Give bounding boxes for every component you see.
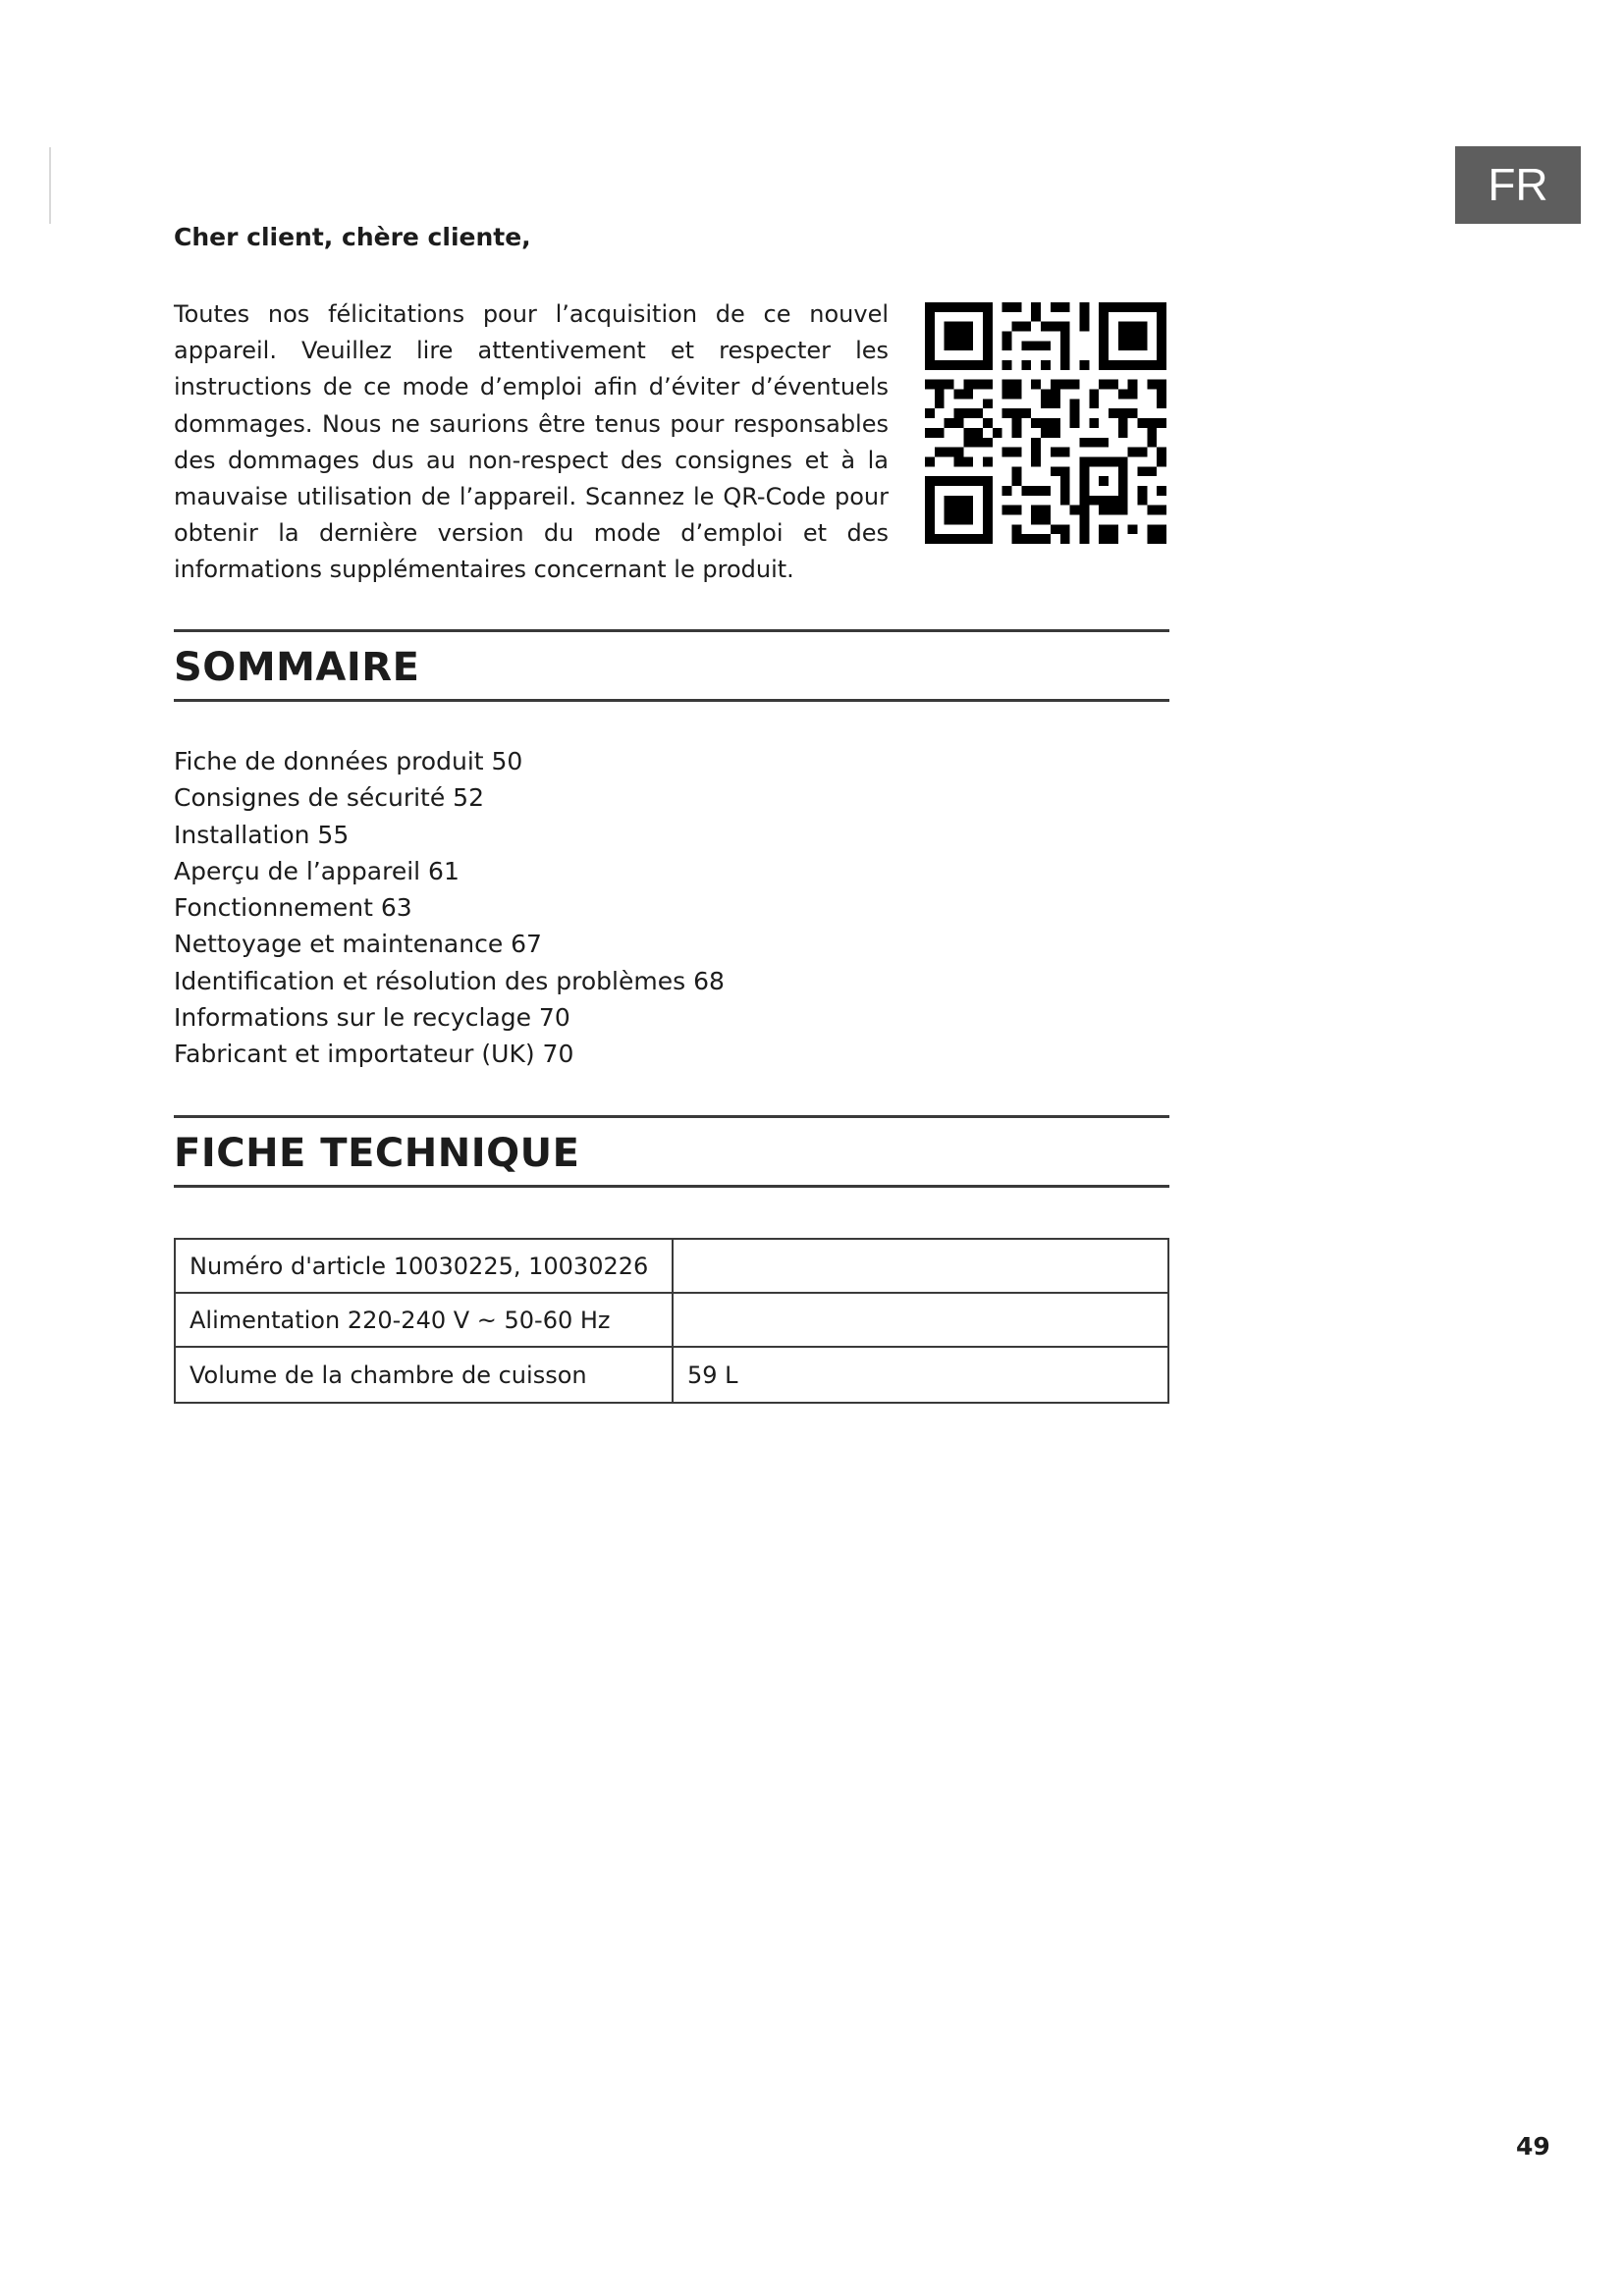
- sommaire-top-rule: [174, 629, 1169, 632]
- toc-item: Consignes de sécurité 52: [174, 783, 484, 813]
- spec-table: [174, 1238, 1169, 1404]
- sommaire-bottom-rule: [174, 699, 1169, 702]
- fiche-bottom-rule: [174, 1185, 1169, 1188]
- toc-item: Installation 55: [174, 820, 350, 849]
- sommaire-title: SOMMAIRE: [174, 645, 420, 690]
- table-cell: Numéro d'article 10030225, 10030226: [175, 1239, 673, 1293]
- table-row: [175, 1239, 1168, 1293]
- toc-item: Informations sur le recyclage 70: [174, 1003, 570, 1033]
- table-row: [175, 1347, 1168, 1403]
- table-cell: [673, 1293, 1168, 1347]
- toc-item: Fonctionnement 63: [174, 893, 412, 923]
- fiche-title: FICHE TECHNIQUE: [174, 1131, 580, 1176]
- fiche-top-rule: [174, 1115, 1169, 1118]
- table-cell: Alimentation 220-240 V ~ 50-60 Hz: [175, 1293, 673, 1347]
- qr-code-icon: [925, 302, 1166, 544]
- toc-item: Identification et résolution des problèmes 68: [174, 966, 725, 995]
- toc-item: Fiche de données produit 50: [174, 747, 523, 775]
- page-number: 49: [1516, 2132, 1550, 2161]
- table-row: [175, 1293, 1168, 1347]
- toc-item: Fabricant et importateur (UK) 70: [174, 1040, 574, 1069]
- table-of-contents: [174, 743, 725, 1073]
- table-cell: Volume de la chambre de cuisson: [175, 1347, 673, 1403]
- intro-paragraph: Toutes nos félicitations pour l’acquisition de ce nouvel appareil. Veuillez lire attentivement et respecter les instructions de ce mode d’emploi afin d’éviter d’éventuels dommages. Nous ne saurions être tenus pour responsables des dommages dus au non-respect des consignes et à la mauvaise utilisation de l’appareil. Scannez le QR-Code pour obtenir la dernière version du mode d’emploi et des informations supplémentaires concernant le produit.: [174, 300, 889, 584]
- greeting: Cher client, chère cliente,: [174, 223, 531, 251]
- toc-item: Aperçu de l’appareil 61: [174, 856, 460, 885]
- language-tab: FR: [1455, 146, 1581, 224]
- margin-line: [49, 147, 51, 224]
- table-cell: [673, 1239, 1168, 1293]
- table-cell: 59 L: [673, 1347, 1168, 1403]
- toc-item: Nettoyage et maintenance 67: [174, 930, 542, 959]
